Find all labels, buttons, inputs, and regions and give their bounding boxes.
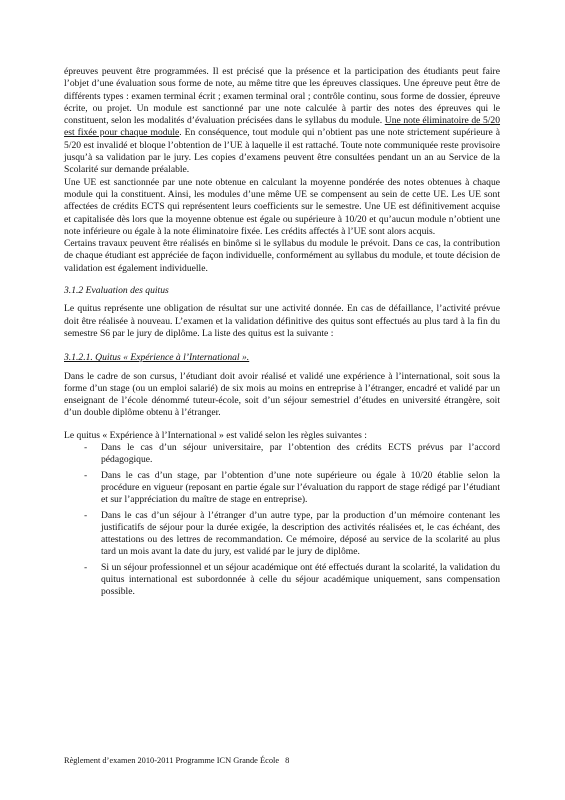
paragraph-quitus: Le quitus représente une obligation de résultat sur une activité donnée. En cas de défaillance, l’activité prévue doit être réalisée à nouveau. L’examen et la validation définitive des quitus sont effectués au plus tard à la fin du semestre S6 par le jury de diplôme. La liste des quitus est la suivante : bbox=[64, 303, 500, 339]
footer-text: Règlement d’examen 2010-2011 Programme ICN Grande École bbox=[64, 756, 280, 765]
document-page bbox=[64, 66, 500, 602]
rules-list bbox=[64, 442, 500, 599]
paragraph-rules-intro: Le quitus « Expérience à l’International » est validé selon les règles suivantes : bbox=[64, 429, 367, 441]
list-item bbox=[64, 470, 500, 507]
section-heading-international: 3.1.2.1. Quitus « Expérience à l’International ». bbox=[64, 352, 250, 364]
dash-bullet-icon: - bbox=[84, 470, 88, 481]
list-item bbox=[64, 442, 500, 467]
list-item-text: Si un séjour professionnel et un séjour académique ont été effectués durant la scolarité, la validation du quitus international est subordonnée à celle du séjour académique uniquement, sans compensation possible. bbox=[101, 561, 500, 598]
paragraph-text: épreuves peuvent être programmées. Il est précisé que la présence et la participation des étudiants peut faire l’objet d’une évaluation sous forme de note, au même titre que les épreuves classiques. Une épreuve peut être de différents types : examen terminal écrit ; examen terminal oral ; contrôle continu, sous forme de dossier, épreuve écrite, ou projet. Un module est sanctionné par une note calculée à partir des notes des épreuves qui le constituent, selon les modalités d’évaluation précisées dans le syllabus du module. bbox=[64, 66, 500, 127]
section-heading-quitus: 3.1.2 Evaluation des quitus bbox=[64, 285, 169, 297]
dash-bullet-icon: - bbox=[84, 562, 88, 573]
list-item-text: Dans le cas d’un séjour universitaire, par l’obtention des crédits ECTS prévus par l’accord pédagogique. bbox=[101, 442, 500, 466]
dash-bullet-icon: - bbox=[84, 510, 88, 521]
paragraph-module-evaluation bbox=[64, 66, 500, 177]
paragraph-binome: Certains travaux peuvent être réalisés en binôme si le syllabus du module le prévoit. Dans ce cas, la contribution de chaque étudiant est appréciée de façon individuelle, conformément au syllabus du module, et toute décision de validation est également individuelle. bbox=[64, 238, 500, 274]
list-item-text: Dans le cas d’un séjour à l’étranger d’un autre type, par la production d’un mémoire contenant les justificatifs de séjour pour la durée exigée, la description des activités réalisées et, le cas échéant, des attestations ou des lettres de recommandation. Ce mémoire, déposé au service de la scolarité au plus tard un mois avant la date du jury, est validé par le jury de diplôme. bbox=[101, 509, 500, 558]
list-item bbox=[64, 510, 500, 559]
page-number: 8 bbox=[285, 756, 290, 765]
list-item-text: Dans le cas d’un stage, par l’obtention d’une note supérieure ou égale à 10/20 établie selon la procédure en vigueur (reposant en partie égale sur l’évaluation du rapport de stage rédigé par l’étudiant et sur l’appréciation du maître de stage en entreprise). bbox=[101, 469, 500, 506]
dash-bullet-icon: - bbox=[84, 443, 88, 454]
paragraph-international-intro: Dans le cadre de son cursus, l’étudiant doit avoir réalisé et validé une expérience à l’international, soit sous la forme d’un stage (ou un emploi salarié) de six mois au moins en entreprise à l’étranger, encadré et validé par un enseignant de l’école dénommé tuteur-école, soit d’un séjour semestriel d’études en université étrangère, soit d’un double diplôme obtenu à l’étranger. bbox=[64, 370, 500, 419]
paragraph-ue-evaluation: Une UE est sanctionnée par une note obtenue en calculant la moyenne pondérée des notes obtenues à chaque module qui la constituent. Ainsi, les modules d’une même UE se compensent au sein de cette UE. Les UE sont affectées de crédits ECTS qui représentent leurs coefficients sur le semestre. Une UE est définitivement acquise et capitalisée dès lors que la moyenne obtenue est égale ou supérieure à 10/20 et qu’aucun module n’obtient une note inférieure ou égale à la note éliminatoire fixée. Les crédits affectés à l’UE sont alors acquis. bbox=[64, 176, 500, 237]
paragraph-text: . En conséquence, tout module qui n’obtient pas une note strictement supérieure à 5/20 est invalidé et bloque l’obtention de l’UE à laquelle il est rattaché. Toute note communiquée reste provisoire jusqu’à sa validation par le jury. Les copies d’examens peuvent être consultées pendant un an au Service de la Scolarité sur demande préalable. bbox=[64, 127, 501, 176]
eliminatory-note-rule: Une note éliminatoire de 5/20 est fixée pour chaque module bbox=[64, 115, 501, 139]
list-item bbox=[64, 562, 500, 599]
page-footer bbox=[64, 756, 289, 765]
